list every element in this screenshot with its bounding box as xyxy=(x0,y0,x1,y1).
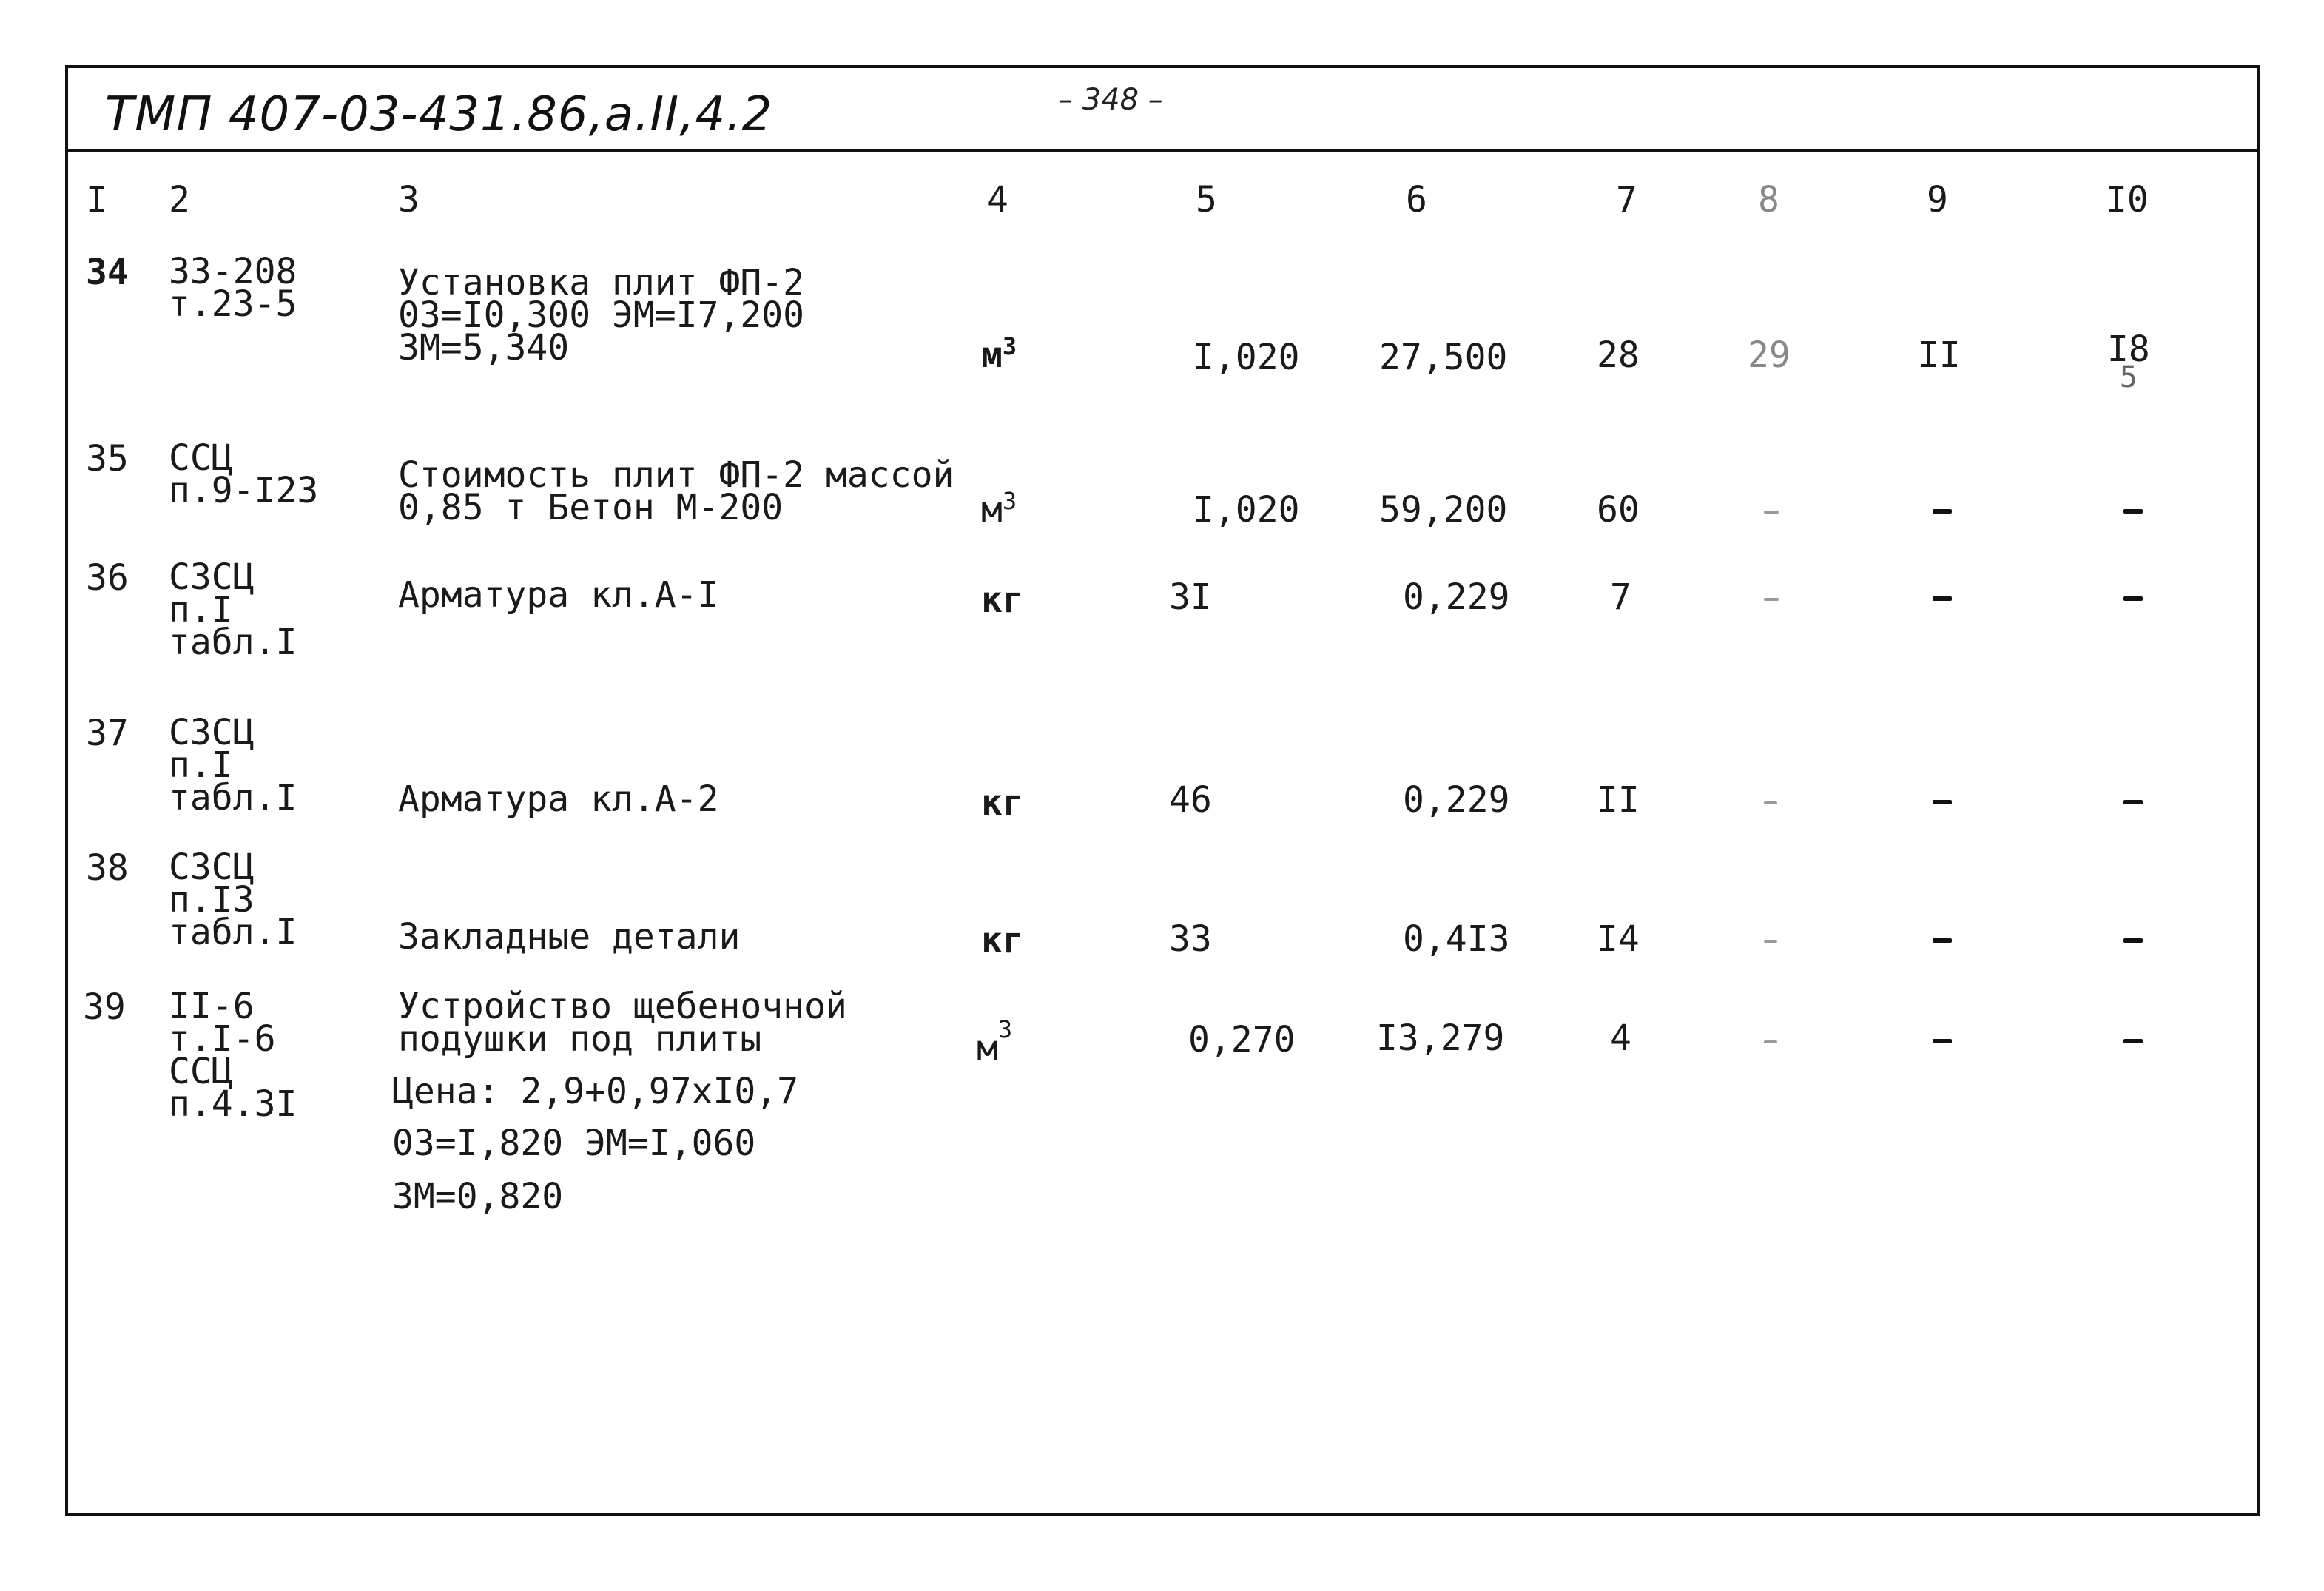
row-number: 39 xyxy=(83,986,126,1028)
row-unit: $м^3$ xyxy=(981,332,1017,376)
row-price: 27,500 xyxy=(1379,337,1508,378)
row-unit: кг xyxy=(981,579,1024,621)
row-reference: СЗСЦ п.I3 табл.I xyxy=(169,847,297,953)
row-description: Арматура кл.А-I xyxy=(398,574,719,616)
row-quantity: 0,270 xyxy=(1188,1019,1296,1060)
row-col9-dash xyxy=(1933,938,1952,943)
row-description-line: ЗМ=0,820 xyxy=(392,1176,564,1217)
row-col9-dash xyxy=(1933,1039,1952,1043)
col-header-5: 5 xyxy=(1196,179,1217,221)
row-description: Устройство щебеночной подушки под плиты xyxy=(398,986,847,1060)
row-number: 34 xyxy=(86,252,129,293)
page-number: – 348 – xyxy=(1058,83,1163,117)
row-col7: I4 xyxy=(1597,918,1640,960)
row-description-line: 03=I,820 ЭМ=I,060 xyxy=(392,1123,756,1164)
row-price: 0,229 xyxy=(1403,779,1510,821)
row-col8-dash xyxy=(1764,598,1779,601)
row-description-line: Цена: 2,9+0,97хI0,7 xyxy=(392,1071,799,1112)
row-col8: 29 xyxy=(1748,334,1791,376)
row-reference: ССЦ п.9-I23 xyxy=(169,437,319,511)
row-col8-dash xyxy=(1764,511,1779,514)
row-col8-dash xyxy=(1764,801,1777,804)
row-reference: СЗСЦ п.I табл.I xyxy=(169,712,297,818)
col-header-8: 8 xyxy=(1758,179,1779,221)
col-header-6: 6 xyxy=(1406,179,1427,221)
row-col10 xyxy=(2107,329,2150,394)
row-description: Установка плит ФП-2 03=I0,300 ЭМ=I7,200 ЗМ=5,340 xyxy=(398,262,805,369)
row-reference: 33-208 т.23-5 xyxy=(169,251,297,325)
row-unit: кг xyxy=(981,920,1024,961)
row-col10-dash xyxy=(2123,938,2143,943)
row-col10-dash xyxy=(2123,509,2143,514)
document-code: ТМП 407-03-431.86,а.II,4.2 xyxy=(105,87,773,142)
row-unit: кг xyxy=(981,782,1024,824)
row-price: 0,229 xyxy=(1403,576,1510,618)
row-number: 38 xyxy=(86,847,129,889)
col-header-7: 7 xyxy=(1616,179,1637,221)
row-col9: II xyxy=(1918,334,1961,376)
row-col7: II xyxy=(1597,779,1640,821)
row-col10-top: I8 xyxy=(2107,329,2150,370)
col-header-9: 9 xyxy=(1927,179,1948,221)
row-reference: II-6 т.I-6 ССЦ п.4.3I xyxy=(169,986,297,1125)
row-quantity: I,020 xyxy=(1193,489,1300,531)
col-header-1: I xyxy=(86,179,107,221)
row-col7: 60 xyxy=(1597,489,1640,531)
row-col9-dash xyxy=(1933,509,1952,514)
row-reference: СЗСЦ п.I табл.I xyxy=(169,556,297,663)
row-description: Закладные детали xyxy=(398,916,741,958)
row-col7: 7 xyxy=(1610,576,1631,618)
row-quantity: I,020 xyxy=(1193,337,1300,378)
row-col8-dash xyxy=(1764,940,1777,943)
row-number: 35 xyxy=(86,438,129,480)
col-header-4: 4 xyxy=(987,179,1008,221)
row-quantity: 46 xyxy=(1169,779,1212,821)
row-col7: 28 xyxy=(1597,334,1640,376)
row-quantity: 3I xyxy=(1169,576,1212,618)
row-col10-dash xyxy=(2123,1039,2143,1043)
col-header-2: 2 xyxy=(169,179,190,221)
row-col9-dash xyxy=(1933,800,1952,804)
row-col10-dash xyxy=(2123,800,2143,804)
row-quantity: 33 xyxy=(1169,918,1212,960)
row-col10-dash xyxy=(2123,596,2143,601)
row-description: Стоимость плит ФП-2 массой 0,85 т Бетон М-200 xyxy=(398,454,954,528)
col-header-3: 3 xyxy=(398,179,420,221)
row-description: Арматура кл.А-2 xyxy=(398,778,719,820)
row-price: 0,4I3 xyxy=(1403,918,1510,960)
row-col10-bottom: 5 xyxy=(2119,360,2138,394)
col-header-10: I0 xyxy=(2106,179,2149,221)
header-divider xyxy=(68,149,2260,152)
row-number: 36 xyxy=(86,557,129,599)
row-col9-dash xyxy=(1933,596,1952,601)
row-unit: $м^3$ xyxy=(981,487,1017,531)
document-frame xyxy=(65,65,2260,1516)
row-col7: 4 xyxy=(1610,1018,1631,1059)
row-col8-dash xyxy=(1764,1040,1777,1043)
row-price: I3,279 xyxy=(1376,1018,1505,1059)
row-price: 59,200 xyxy=(1379,489,1508,531)
row-unit: $м^3$ xyxy=(977,1015,1013,1069)
row-number: 37 xyxy=(86,713,129,754)
